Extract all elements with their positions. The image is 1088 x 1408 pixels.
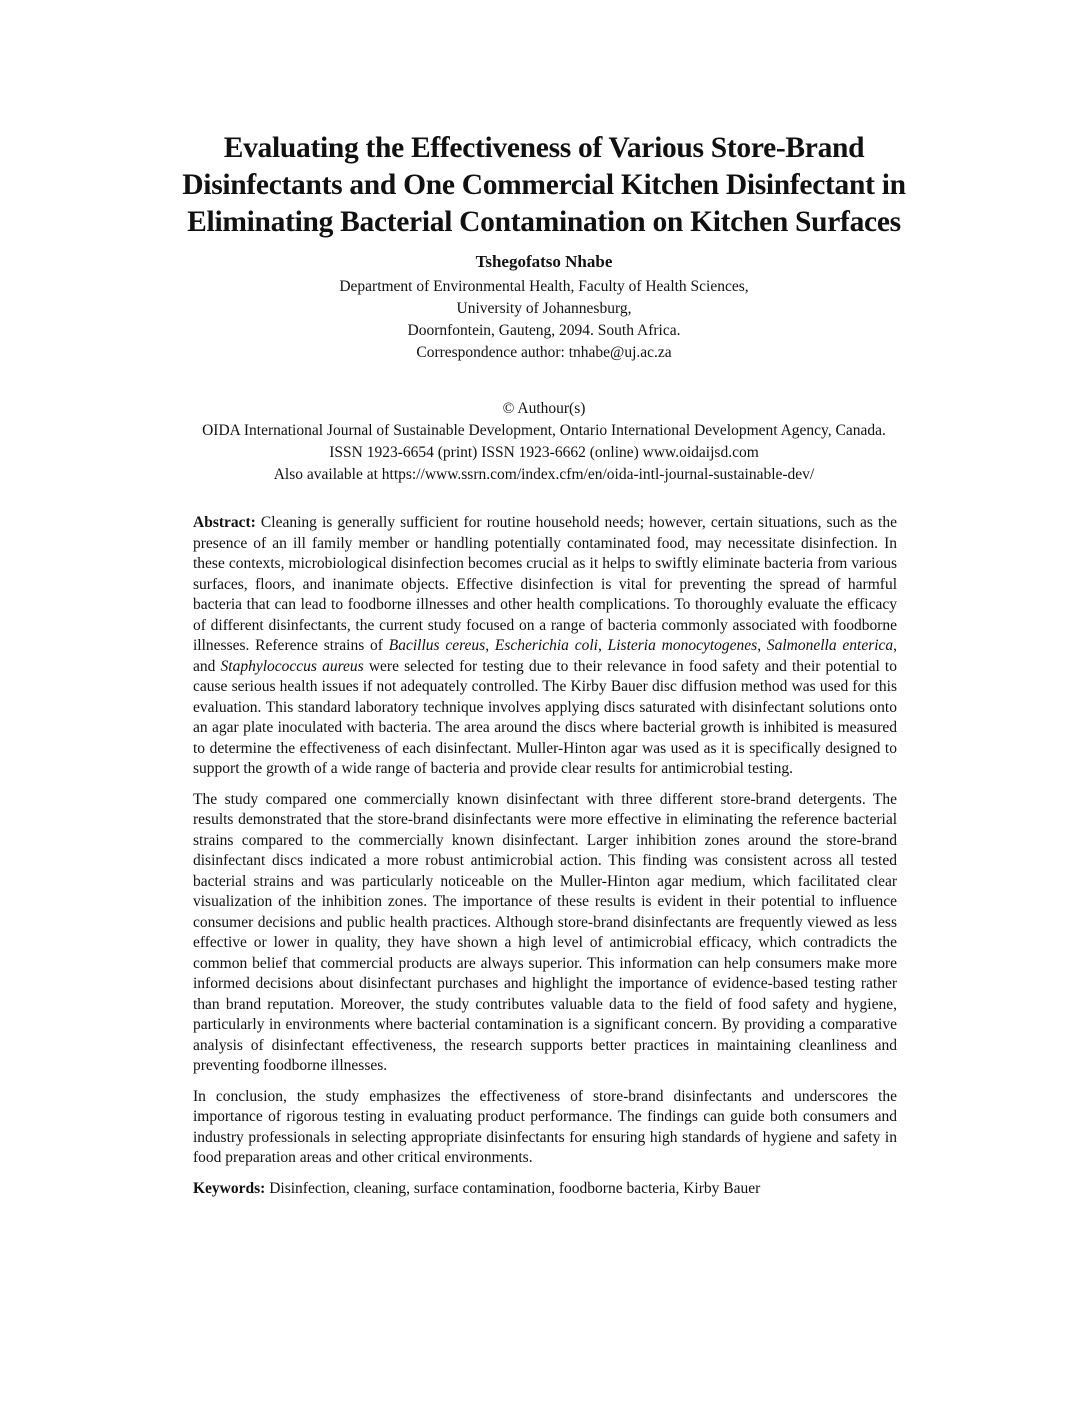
publication-info <box>100 398 988 486</box>
affiliation-block <box>100 276 988 364</box>
affiliation-university: University of Johannesburg, <box>456 300 632 317</box>
paper-title <box>100 130 988 241</box>
availability-line: Also available at https://www.ssrn.com/index.cfm/en/oida-intl-journal-sustainable-dev/ <box>273 466 815 483</box>
abstract-paragraph-3: In conclusion, the study emphasizes the effectiveness of store-brand disinfectants and underscores the importance of rigorous testing in evaluating product performance. The findings can guide both consumers and industry professionals in selecting appropriate disinfectants for ensuring high standards of hygiene and safety in food preparation areas and other critical environments. <box>193 1087 897 1166</box>
abstract-paragraph-2: The study compared one commercially known disinfectant with three different store-brand detergents. The results demonstrated that the store-brand disinfectants were more effective in eliminating the reference bacterial strains compared to the commercially known disinfectant. Larger inhibition zones around the store-brand disinfectant discs indicated a more robust antimicrobial action. This finding was consistent across all tested bacterial strains and was particularly noticeable on the Muller-Hinton agar medium, which facilitated clear visualization of the inhibition zones. The importance of these results is evident in their potential to influence consumer decisions and public health practices. Although store-brand disinfectants are frequently viewed as less effective or lower in quality, they have shown a high level of antimicrobial efficacy, which contradicts the common belief that commercial products are always superior. This information can help consumers make more informed decisions about disinfectant purchases and highlight the importance of evidence-based testing rather than brand reputation. Moreover, the study contributes valuable data to the field of food safety and hygiene, particularly in environments where bacterial contamination is a significant concern. By providing a comparative analysis of disinfectant effectiveness, the research supports better practices in maintaining cleanliness and preventing foodborne illnesses. <box>193 790 897 1074</box>
separator: , <box>485 637 495 654</box>
journal-line: OIDA International Journal of Sustainable Development, Ontario International Development Agency, Canada. <box>202 422 886 439</box>
species-name: Bacillus cereus <box>388 637 486 654</box>
species-name: Escherichia coli <box>494 637 598 654</box>
keywords <box>193 1179 897 1200</box>
title-line: Eliminating Bacterial Contamination on Kitchen Surfaces <box>187 206 901 238</box>
affiliation-address: Doornfontein, Gauteng, 2094. South Africa. <box>407 322 681 339</box>
species-name: Salmonella enterica <box>766 637 894 654</box>
title-line: Disinfectants and One Commercial Kitchen Disinfectant in <box>182 169 906 201</box>
title-line: Evaluating the Effectiveness of Various Store-Brand <box>223 132 865 164</box>
abstract-text: were selected for testing due to their relevance in food safety and their potential to cause serious health issues if not adequately controlled. The Kirby Bauer disc diffusion method was used for this evaluation. This standard laboratory technique involves applying discs saturated with disinfectant solutions onto an agar plate inoculated with bacteria. The area around the discs where bacterial growth is inhibited is measured to determine the effectiveness of each disinfectant. Muller-Hinton agar was used as it is specifically designed to support the growth of a wide range of bacteria and provide clear results for antimicrobial testing. <box>193 657 897 777</box>
issn-line: ISSN 1923-6654 (print) ISSN 1923-6662 (online) www.oidaijsd.com <box>329 444 759 461</box>
abstract-label: Abstract: <box>193 514 256 531</box>
correspondence-email: Correspondence author: tnhabe@uj.ac.za <box>416 344 672 361</box>
author-name: Tshegofatso Nhabe <box>475 252 613 271</box>
keywords-text: Disinfection, cleaning, surface contamination, foodborne bacteria, Kirby Bauer <box>265 1179 761 1197</box>
abstract-paragraph-1 <box>193 513 897 780</box>
separator: , <box>597 637 608 654</box>
species-name: Staphylococcus aureus <box>220 657 364 675</box>
copyright-line: © Authour(s) <box>502 400 586 417</box>
separator: , and <box>193 637 898 675</box>
species-name: Listeria monocytogenes <box>607 637 758 654</box>
separator: , <box>757 637 767 654</box>
keywords-label: Keywords: <box>193 1179 266 1197</box>
affiliation-department: Department of Environmental Health, Faculty of Health Sciences, <box>339 278 749 295</box>
abstract-section <box>193 513 897 1209</box>
abstract-text: Cleaning is generally sufficient for routine household needs; however, certain situations, such as the presence of an ill family member or handling potentially contaminated food, may necessitate disinfection. In these contexts, microbiological disinfection becomes crucial as it helps to swiftly eliminate bacteria from various surfaces, floors, and inanimate objects. Effective disinfection is vital for preventing the spread of harmful bacteria that can lead to foodborne illnesses and other health complications. To thoroughly evaluate the efficacy of different disinfectants, the current study focused on a range of bacteria commonly associated with foodborne illnesses. Reference strains of <box>193 514 897 654</box>
